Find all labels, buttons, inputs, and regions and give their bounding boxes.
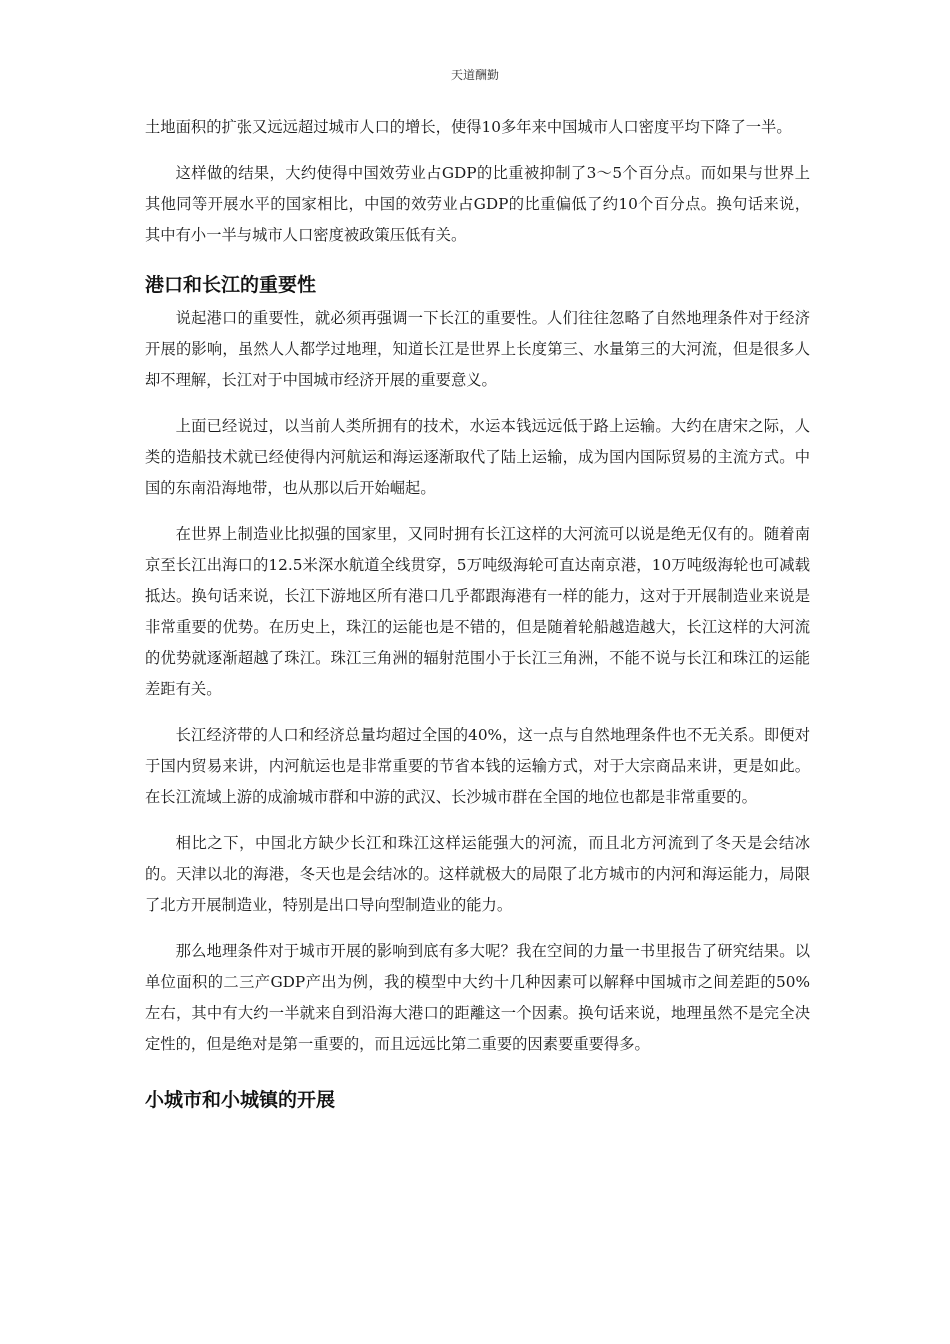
paragraph-spacer <box>145 705 810 720</box>
paragraph-spacer <box>145 813 810 828</box>
paragraph-manufacturing-river: 在世界上制造业比拟强的国家里，又同时拥有长江这样的大河流可以说是绝无仅有的。随着南京至长江出海口的12.5米深水航道全线贯穿，5万吨级海轮可直达南京港，10万吨级海轮也可减载抵达。换句话来说，长江下游地区所有港口几乎都跟海港有一样的能力，这对于开展制造业来说是非常重要的优势。在历史上，珠江的运能也是不错的，但是随着轮船越造越大，长江这样的大河流的优势就逐渐超越了珠江。珠江三角洲的辐射范围小于长江三角洲，不能不说与长江和珠江的运能差距有关。 <box>145 525 810 698</box>
document-body <box>145 112 810 1115</box>
page-header: 天道酬勤 <box>450 68 499 82</box>
paragraph-continued: 土地面积的扩张又远远超过城市人口的增长，使得10多年来中国城市人口密度平均下降了一半。 <box>145 118 792 136</box>
paragraph-water-transport: 上面已经说过，以当前人类所拥有的技术，水运本钱远远低于路上运输。大约在唐宋之际，人类的造船技术就已经使得内河航运和海运逐渐取代了陆上运输，成为国内国际贸易的主流方式。中国的东南沿海地带，也从那以后开始崛起。 <box>145 417 810 497</box>
paragraph-yangtze-importance: 说起港口的重要性，就必须再强调一下长江的重要性。人们往往忽略了自然地理条件对于经济开展的影响，虽然人人都学过地理，知道长江是世界上长度第三、水量第三的大河流，但是很多人却不理解，长江对于中国城市经济开展的重要意义。 <box>145 309 810 389</box>
paragraph-economic-belt: 长江经济带的人口和经济总量均超过全国的40%，这一点与自然地理条件也不无关系。即便对于国内贸易来讲，内河航运也是非常重要的节省本钱的运输方式，对于大宗商品来讲，更是如此。在长江流域上游的成渝城市群和中游的武汉、长沙城市群在全国的地位也都是非常重要的。 <box>145 726 810 806</box>
paragraph-north-rivers: 相比之下，中国北方缺少长江和珠江这样运能强大的河流，而且北方河流到了冬天是会结冰的。天津以北的海港，冬天也是会结冰的。这样就极大的局限了北方城市的内河和海运能力，局限了北方开展制造业，特别是出口导向型制造业的能力。 <box>145 834 810 914</box>
paragraph-spacer <box>145 396 810 411</box>
section-heading-ports-yangtze: 港口和长江的重要性 <box>145 274 317 296</box>
paragraph-geography-impact: 那么地理条件对于城市开展的影响到底有多大呢？我在空间的力量一书里报告了研究结果。以单位面积的二三产GDP产出为例，我的模型中大约十几种因素可以解释中国城市之间差距的50%左右，其中有大约一半就来自到沿海大港口的距離这一个因素。换句话来说，地理虽然不是完全决定性的，但是绝对是第一重要的，而且远远比第二重要的因素要重要得多。 <box>145 942 810 1053</box>
section-heading-small-cities: 小城市和小城镇的开展 <box>145 1089 336 1111</box>
paragraph-spacer <box>145 921 810 936</box>
paragraph-spacer <box>145 504 810 519</box>
paragraph-service-industry: 这样做的结果，大约使得中国效劳业占GDP的比重被抑制了3～5个百分点。而如果与世界上其他同等开展水平的国家相比，中国的效劳业占GDP的比重偏低了约10个百分点。换句话来说，其中有小一半与城市人口密度被政策压低有关。 <box>145 164 810 244</box>
paragraph-spacer <box>145 143 810 158</box>
